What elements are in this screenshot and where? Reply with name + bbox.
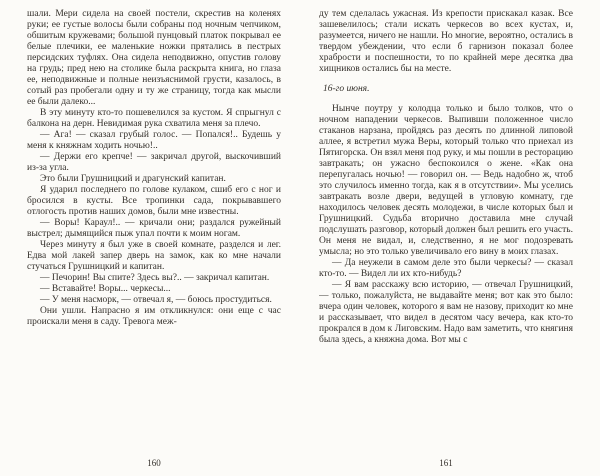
date-heading: 16-го июня. (323, 84, 370, 94)
page-left-number: 160 (147, 458, 161, 468)
paragraph: В эту минуту кто-то пошевелился за кустом. Я спрыгнул с балкона на дерн. Невидимая рука схватила меня за плечо. (27, 108, 281, 129)
page-left (27, 9, 281, 476)
paragraph: шали. Мери сидела на своей постели, скрестив на коленях руки; ее густые волосы были собраны под ночным чепчиком, обшитым кружевами; большой пунцовый платок покрывал ее белые плечики, ее маленькие ножки прятались в пестрых персидских туфлях. Она сидела неподвижно, опустив голову на грудь; пред нею на столике была раскрыта книга, но глаза ее, неподвижные и полные неизъяснимой грусти, казалось, в сотый раз пробегали одну и ту же страницу, тогда как мысли ее были далеко... (27, 9, 281, 107)
paragraph: — Я вам расскажу всю историю, — отвечал Грушницкий, — только, пожалуйста, не выдавайте меня; вот как это было: вчера один человек, которого я вам не назову, приходит ко мне и рассказывает, что видел в десятом часу вечера, как кто-то прокрался в дом к Лиговским. Надо вам заметить, что княгиня была здесь, а княжна дома. Вот мы с (319, 280, 573, 345)
paragraph: — Печорин! Вы спите? Здесь вы?.. — закричал капитан. (40, 273, 270, 283)
paragraph: — Вставайте! Воры... черкесы... (40, 284, 171, 294)
paragraph: Они ушли. Напрасно я им откликнулся: они еще с час проискали меня в саду. Тревога меж- (27, 306, 281, 327)
page-right-text (319, 9, 573, 447)
paragraph: ду тем сделалась ужасная. Из крепости прискакал казак. Все зашевелилось; стали искать черкесов во всех кустах, и, разумеется, ничего не нашли. Но многие, вероятно, остались в твердом убеждении, что если б гарнизон показал более храбрости и поспешности, то по крайней мере десятка два хищников остались бы на месте. (319, 9, 573, 74)
page-right-number: 161 (439, 458, 453, 468)
paragraph: Нынче поутру у колодца только и было толков, что о ночном нападении черкесов. Выпивши положенное число стаканов нарзана, пройдясь раз десять по длинной липовой аллее, я встретил мужа Веры, который только что приехал из Пятигорска. Он взял меня под руку, и мы пошли в ресторацию завтракать; он ужасно беспокоился о жене. «Как она перепугалась ночью! — говорил он. — Ведь надобно ж, чтоб это случилось именно тогда, как я в отсутствии». Мы уселись завтракать возле двери, ведущей в угловую комнату, где находилось человек десять молодежи, в числе которых был и Грушницкий. Судьба вторично доставила мне случай подслушать разговор, который должен был решить его участь. Он меня не видал, и, следственно, я не мог подозревать умысла; но это только увеличивало его вину в моих глазах. (319, 104, 573, 257)
paragraph: — Да неужели в самом деле это были черкесы? — сказал кто-то. — Видел ли их кто-нибудь? (319, 258, 573, 279)
page-left-text (27, 9, 281, 447)
paragraph: — Воры! Караул!.. — кричали они; раздался ружейный выстрел; дымящийся пыж упал почти к моим ногам. (27, 218, 281, 239)
paragraph: — Держи его крепче! — закричал другой, выскочивший из-за угла. (27, 152, 281, 173)
paragraph: — У меня насморк, — отвечал я, — боюсь простудиться. (40, 295, 272, 305)
paragraph: — Ага! — сказал грубый голос. — Попался!.. Будешь у меня к княжнам ходить ночью!.. (27, 130, 281, 151)
paragraph: Это были Грушницкий и драгунский капитан. (40, 174, 226, 184)
paragraph: Я ударил последнего по голове кулаком, сшиб его с ног и бросился в кусты. Все тропинки сада, покрывавшего отлогость против наших домов, были мне известны. (27, 185, 281, 217)
paragraph: Через минуту я был уже в своей комнате, разделся и лег. Едва мой лакей запер дверь на замок, как ко мне начали стучаться Грушницкий и капитан. (27, 240, 281, 272)
page-right (319, 9, 573, 476)
